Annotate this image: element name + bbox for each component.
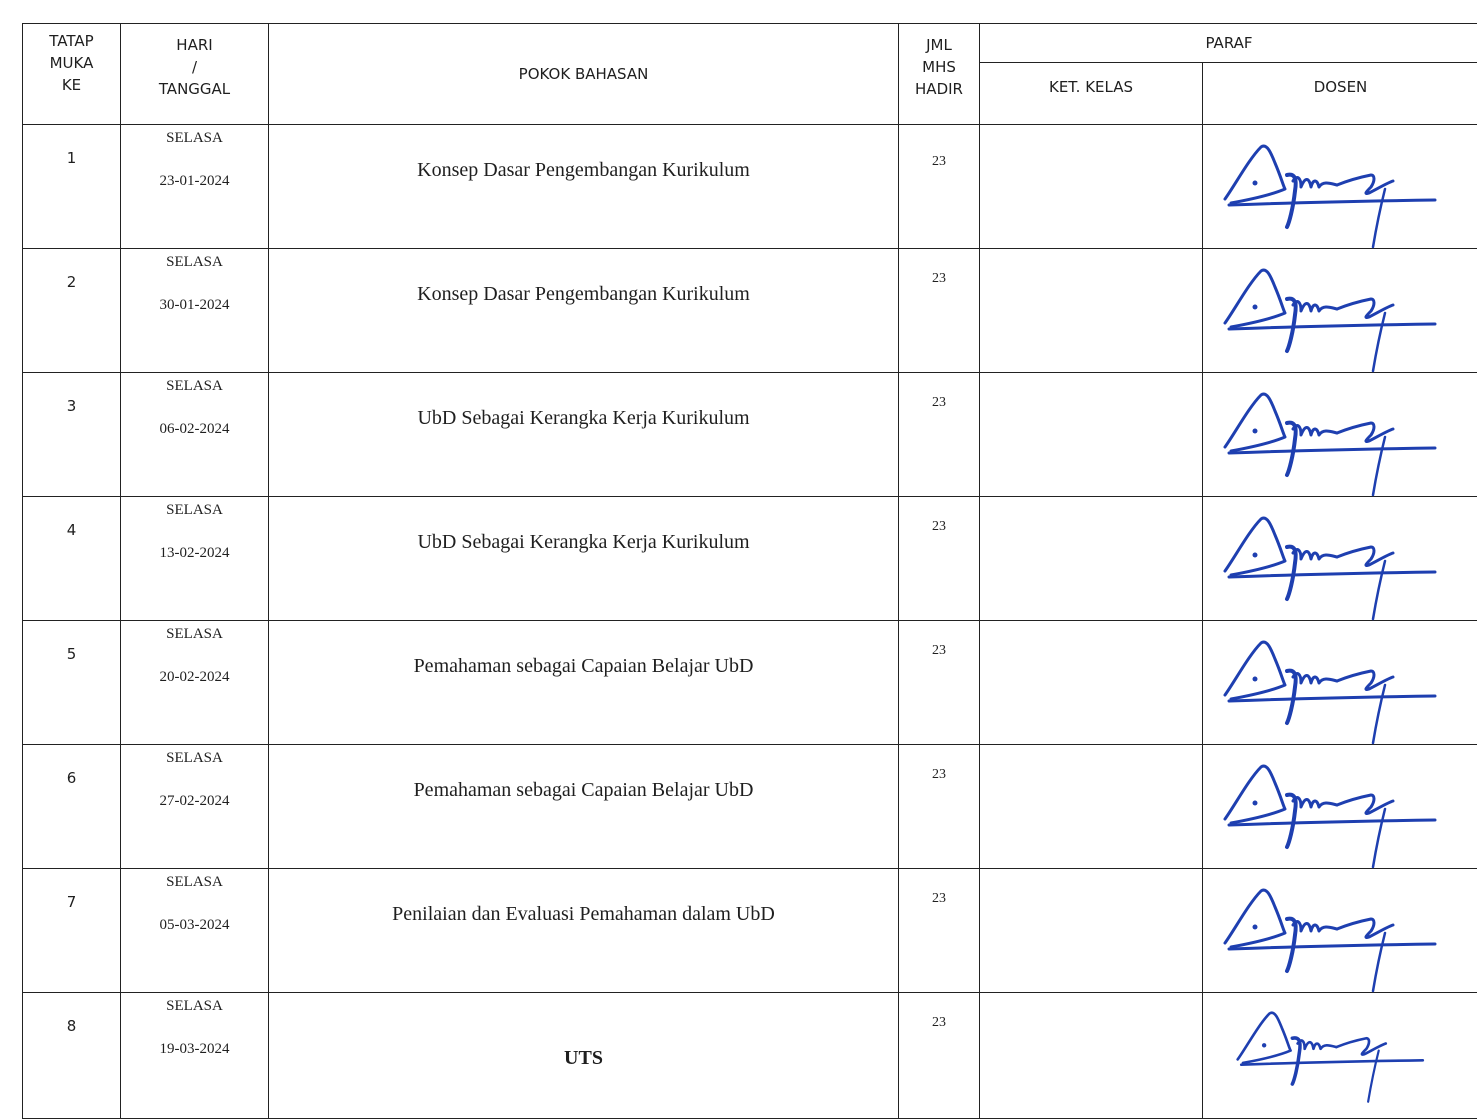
row-date-cell — [121, 621, 269, 745]
row-dosen-signature-cell — [1203, 497, 1477, 621]
row-ket-kelas — [980, 249, 1203, 373]
row-ket-kelas — [980, 125, 1203, 249]
row-ket-kelas — [980, 373, 1203, 497]
row-count: 23 — [899, 373, 980, 497]
header-jml-line3: HADIR — [899, 78, 979, 100]
row-count: 23 — [899, 993, 980, 1119]
row-count: 23 — [899, 249, 980, 373]
row-date-cell — [121, 497, 269, 621]
row-date-cell — [121, 249, 269, 373]
row-topic: Konsep Dasar Pengembangan Kurikulum — [269, 249, 899, 373]
row-count: 23 — [899, 745, 980, 869]
row-ket-kelas — [980, 621, 1203, 745]
row-date: 20-02-2024 — [121, 667, 268, 687]
table-row — [23, 745, 1477, 869]
row-date: 27-02-2024 — [121, 791, 268, 811]
table-row — [23, 125, 1477, 249]
header-hari-line3: TANGGAL — [121, 78, 268, 100]
row-date: 06-02-2024 — [121, 419, 268, 439]
row-day: SELASA — [121, 373, 268, 396]
row-date-cell — [121, 373, 269, 497]
row-day: SELASA — [121, 745, 268, 768]
row-topic: Pemahaman sebagai Capaian Belajar UbD — [269, 621, 899, 745]
row-topic: UbD Sebagai Kerangka Kerja Kurikulum — [269, 497, 899, 621]
row-topic: Pemahaman sebagai Capaian Belajar UbD — [269, 745, 899, 869]
row-date: 05-03-2024 — [121, 915, 268, 935]
row-count: 23 — [899, 869, 980, 993]
row-ket-kelas — [980, 745, 1203, 869]
row-topic: UTS — [269, 993, 899, 1119]
row-day: SELASA — [121, 125, 268, 148]
table-row — [23, 249, 1477, 373]
header-paraf: PARAF — [980, 24, 1477, 63]
header-ket-kelas: KET. KELAS — [980, 63, 1203, 125]
row-count: 23 — [899, 497, 980, 621]
signature-icon — [1223, 135, 1441, 253]
row-ket-kelas — [980, 869, 1203, 993]
header-tatap-line1: TATAP — [23, 30, 120, 52]
row-dosen-signature-cell — [1203, 125, 1477, 249]
signature-icon — [1223, 259, 1441, 377]
row-day: SELASA — [121, 869, 268, 892]
signature-icon — [1223, 1003, 1441, 1107]
row-number: 2 — [23, 249, 121, 373]
row-number: 3 — [23, 373, 121, 497]
row-count: 23 — [899, 125, 980, 249]
table-row — [23, 993, 1477, 1119]
row-count: 23 — [899, 621, 980, 745]
row-date: 13-02-2024 — [121, 543, 268, 563]
header-jml-line2: MHS — [899, 56, 979, 78]
row-dosen-signature-cell — [1203, 373, 1477, 497]
row-date-cell — [121, 993, 269, 1119]
row-topic: Konsep Dasar Pengembangan Kurikulum — [269, 125, 899, 249]
signature-icon — [1223, 755, 1441, 873]
row-day: SELASA — [121, 497, 268, 520]
row-number: 4 — [23, 497, 121, 621]
header-jml-mhs-hadir — [899, 24, 980, 125]
signature-icon — [1223, 507, 1441, 625]
row-topic: UbD Sebagai Kerangka Kerja Kurikulum — [269, 373, 899, 497]
row-date: 30-01-2024 — [121, 295, 268, 315]
row-number: 7 — [23, 869, 121, 993]
row-date: 19-03-2024 — [121, 1039, 268, 1059]
signature-icon — [1223, 631, 1441, 749]
header-hari-line1: HARI — [121, 34, 268, 56]
header-tatap-muka — [23, 24, 121, 125]
row-date-cell — [121, 745, 269, 869]
header-dosen: DOSEN — [1203, 63, 1477, 125]
row-dosen-signature-cell — [1203, 621, 1477, 745]
header-tatap-line2: MUKA — [23, 52, 120, 74]
row-date: 23-01-2024 — [121, 171, 268, 191]
signature-icon — [1223, 383, 1441, 501]
table-row — [23, 373, 1477, 497]
table-row — [23, 869, 1477, 993]
header-jml-line1: JML — [899, 34, 979, 56]
row-number: 6 — [23, 745, 121, 869]
header-hari-tanggal — [121, 24, 269, 125]
attendance-table — [22, 23, 1477, 1119]
row-number: 1 — [23, 125, 121, 249]
row-date-cell — [121, 869, 269, 993]
row-topic: Penilaian dan Evaluasi Pemahaman dalam UbD — [269, 869, 899, 993]
row-number: 8 — [23, 993, 121, 1119]
row-day: SELASA — [121, 621, 268, 644]
row-dosen-signature-cell — [1203, 869, 1477, 993]
row-ket-kelas — [980, 497, 1203, 621]
row-number: 5 — [23, 621, 121, 745]
header-tatap-line3: KE — [23, 74, 120, 96]
header-hari-line2: / — [121, 56, 268, 78]
table-row — [23, 621, 1477, 745]
row-dosen-signature-cell — [1203, 745, 1477, 869]
row-dosen-signature-cell — [1203, 993, 1477, 1119]
row-ket-kelas — [980, 993, 1203, 1119]
row-day: SELASA — [121, 993, 268, 1016]
row-date-cell — [121, 125, 269, 249]
table-row — [23, 497, 1477, 621]
signature-icon — [1223, 879, 1441, 997]
header-pokok-bahasan: POKOK BAHASAN — [269, 24, 899, 125]
row-day: SELASA — [121, 249, 268, 272]
row-dosen-signature-cell — [1203, 249, 1477, 373]
